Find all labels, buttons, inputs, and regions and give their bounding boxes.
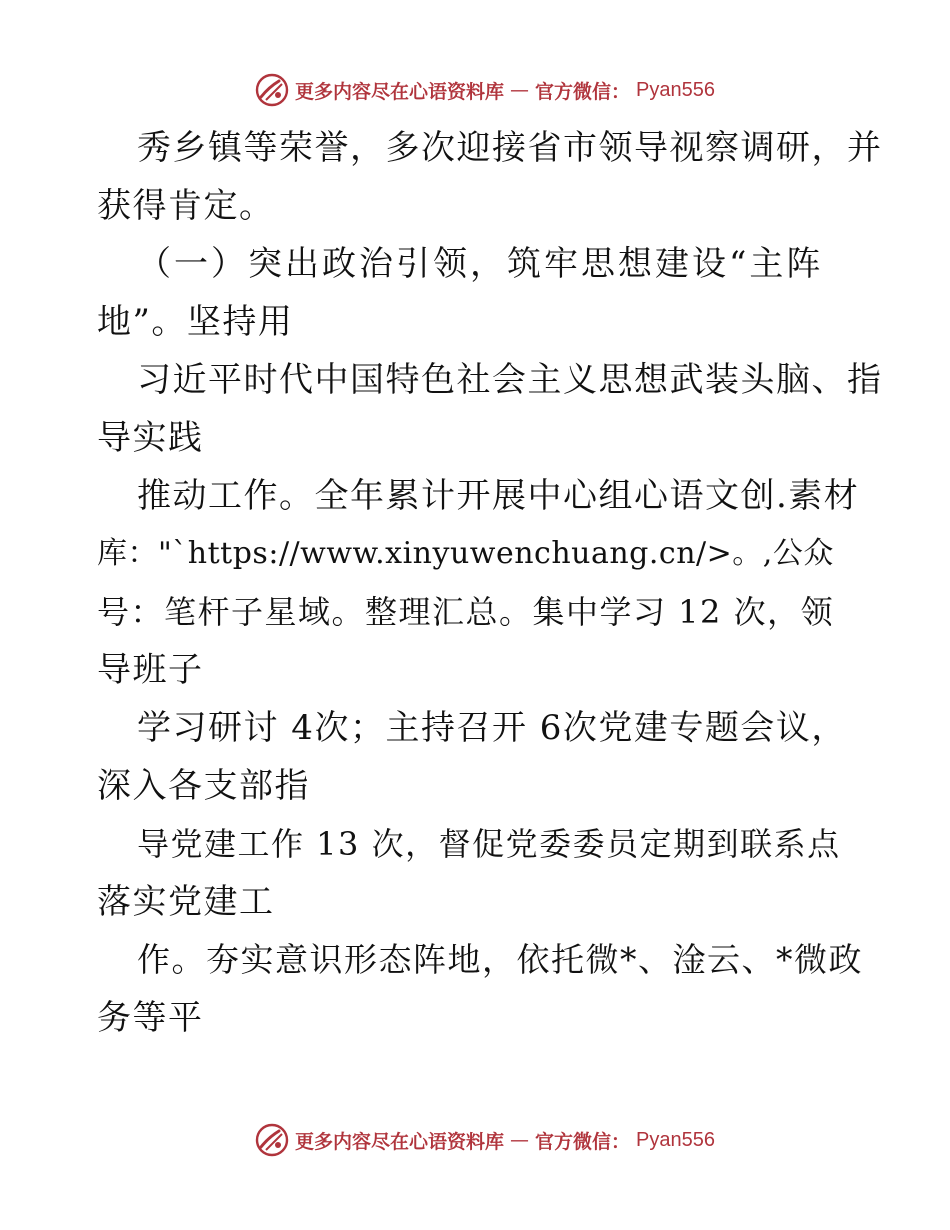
body-line-7: 推动工作。全年累计开展中心组心语文创.素材 [137,476,860,516]
body-line-15: 作。夯实意识形态阵地，依托微*、淦云、*微政 [137,940,863,979]
body-line-16: 务等平 [97,998,204,1038]
footer-wechat-id: Pyan556 [636,1128,715,1151]
footer-wechat-label: 官方微信： [535,1130,631,1153]
body-line-9: 号：笔杆子星域。整理汇总。集中学习 12 次，领 [97,593,835,631]
body-line-5: 习近平时代中国特色社会主义思想武装头脑、指 [137,360,883,400]
body-line-13: 导党建工作 13 次，督促党委委员定期到联系点 [137,825,841,863]
footer-banner-inner [255,1123,715,1157]
header-separator: — [510,79,530,101]
body-line-12: 深入各支部指 [97,766,310,806]
pen-logo-icon [255,1123,289,1157]
header-wechat-id: Pyan556 [636,78,715,101]
header-title: 更多内容尽在心语资料库 [295,80,505,103]
footer-title: 更多内容尽在心语资料库 [295,1130,505,1153]
body-line-11: 学习研讨 4次；主持召开 6次党建专题会议， [137,708,847,748]
body-line-3: （一）突出政治引领，筑牢思想建设“主阵 [137,244,824,284]
body-line-4: 地”。坚持用 [97,302,294,342]
header-wechat-label: 官方微信： [535,80,631,103]
footer-separator: — [510,1129,530,1151]
body-line-14: 落实党建工 [97,882,275,922]
body-line-8: 库："`https://www.xinyuwenchuang.cn/>。,公众 [97,536,834,571]
footer-banner [0,1120,950,1160]
body-line-10: 导班子 [97,650,204,690]
body-line-6: 导实践 [97,418,204,458]
body-line-1: 秀乡镇等荣誉，多次迎接省市领导视察调研，并 [137,128,883,168]
body-line-2: 获得肯定。 [97,186,275,226]
